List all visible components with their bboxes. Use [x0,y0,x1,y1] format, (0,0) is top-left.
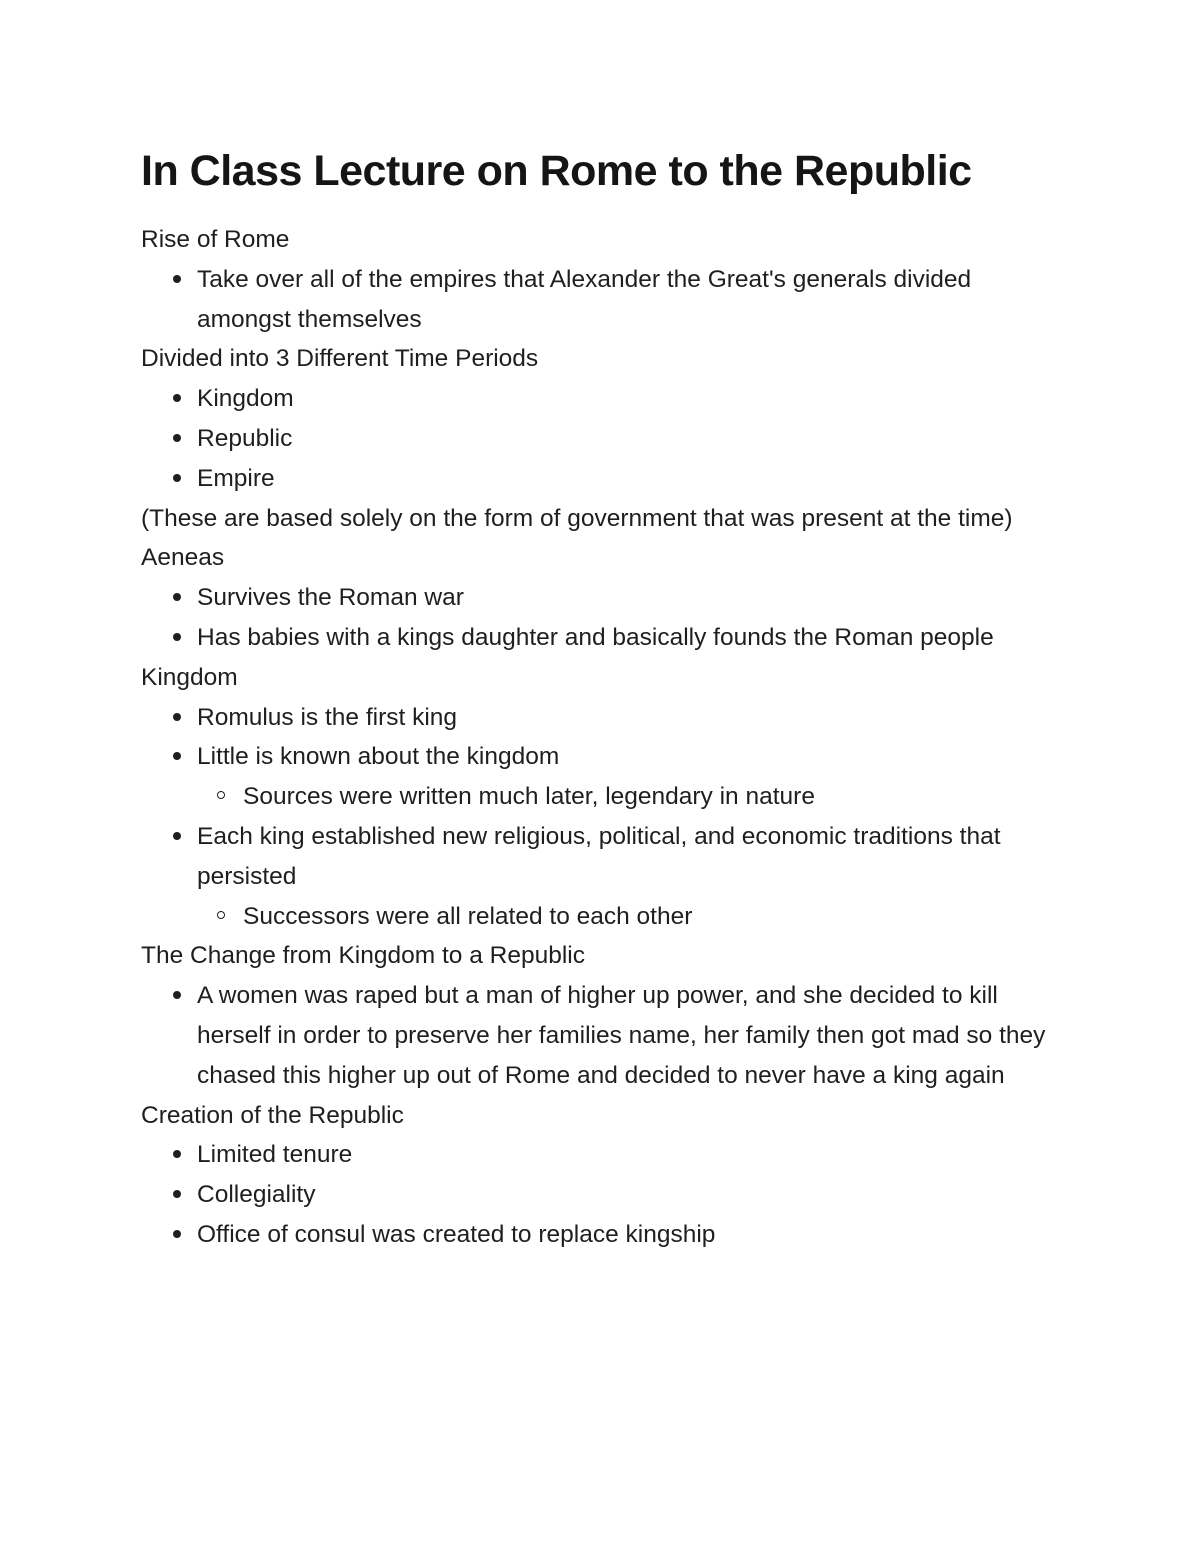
sub-bullet-list [197,897,1061,937]
sub-list-item-text: Successors were all related to each other [243,902,693,930]
list-item [141,260,1061,340]
list-item-text: Take over all of the empires that Alexander the Great's generals divided amongst themselves [197,265,972,333]
section-heading: The Change from Kingdom to a Republic [141,942,585,970]
section-heading: Aeneas [141,544,225,572]
bullet-icon [173,434,181,442]
bullet-icon [173,1190,181,1198]
bullet-icon [173,832,181,840]
page-title: In Class Lecture on Rome to the Republic [141,147,972,195]
list-item-text: Office of consul was created to replace kingship [197,1220,716,1248]
hollow-bullet-icon [217,911,225,919]
bullet-icon [173,991,181,999]
list-item [141,618,1061,658]
list-item-text: Collegiality [197,1181,316,1209]
bullet-list [141,1135,1061,1254]
list-item [141,419,1061,459]
list-item [141,817,1061,936]
list-item-text: A women was raped but a man of higher up power, and she decided to kill herself in order to preserve her families name, her family then got mad so they chased this higher up out of Rome and decided to never have a king again [197,982,1046,1089]
bullet-icon [173,275,181,283]
list-item-text: Empire [197,464,275,492]
list-item [141,1135,1061,1175]
sub-list-item [197,897,1061,937]
bullet-list [141,379,1061,498]
list-item [141,459,1061,499]
sub-bullet-list [197,777,1061,817]
list-item-text: Each king established new religious, political, and economic traditions that persisted [197,822,1001,890]
bullet-list [141,578,1061,658]
list-item [141,737,1061,817]
sub-list-item-text: Sources were written much later, legendary in nature [243,783,815,811]
bullet-list [141,260,1061,340]
list-item-text: Republic [197,424,293,452]
bullet-icon [173,713,181,721]
section-heading: Kingdom [141,663,238,691]
list-item [141,379,1061,419]
bullet-icon [173,474,181,482]
list-item-text: Has babies with a kings daughter and basically founds the Roman people [197,623,994,651]
bullet-icon [173,1150,181,1158]
sub-list-item [197,777,1061,817]
list-item [141,578,1061,618]
list-item-text: Little is known about the kingdom [197,743,560,771]
list-item-text: Survives the Roman war [197,584,464,612]
list-item [141,1215,1061,1255]
bullet-list [141,976,1061,1095]
list-item [141,976,1061,1095]
list-item-text: Romulus is the first king [197,703,458,731]
list-item [141,1175,1061,1215]
section-heading: Creation of the Republic [141,1101,404,1129]
bullet-icon [173,752,181,760]
document-body [141,220,1061,1255]
hollow-bullet-icon [217,791,225,799]
section-heading: Rise of Rome [141,226,290,253]
section-heading: Divided into 3 Different Time Periods [141,345,539,373]
bullet-icon [173,593,181,601]
note-paragraph: (These are based solely on the form of government that was present at the time) [141,504,1013,532]
bullet-icon [173,394,181,402]
list-item-text: Limited tenure [197,1141,353,1169]
bullet-icon [173,633,181,641]
list-item [141,698,1061,738]
bullet-icon [173,1230,181,1238]
document-page [141,140,1061,1255]
bullet-list [141,698,1061,937]
list-item-text: Kingdom [197,385,294,413]
